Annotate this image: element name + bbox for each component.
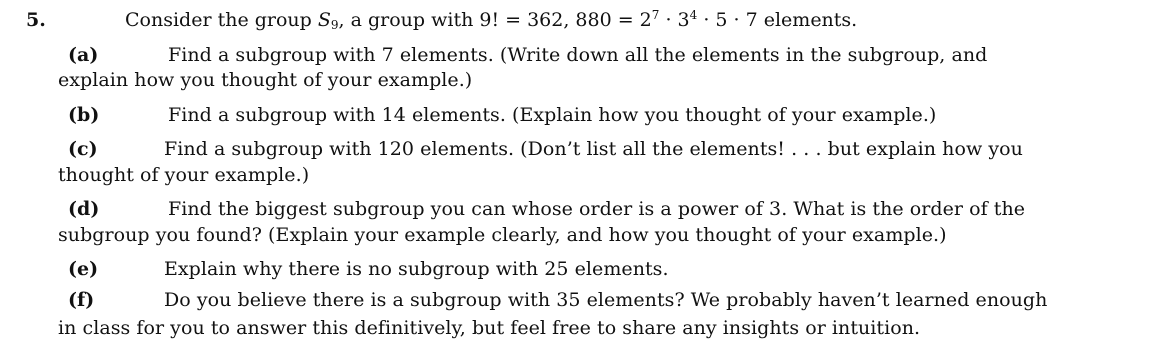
part-e-label: (e) <box>68 258 99 280</box>
part-b-text-1: Find a subgroup with 14 elements. (Explain how you thought of your example.) <box>168 104 937 126</box>
part-a-label: (a) <box>68 44 99 66</box>
part-f-line-2 <box>58 317 920 339</box>
part-b-line-1 <box>68 104 936 126</box>
part-c-text-1: Find a subgroup with 120 elements. (Don’t list all the elements! . . . but explain how you <box>164 138 1023 160</box>
part-d-line-2 <box>58 224 947 246</box>
stem-exponent-1: 7 <box>651 8 660 22</box>
problem-number: 5. <box>26 9 46 31</box>
stem-middle: , a group with 9! = 362, 880 = 2 <box>338 9 652 31</box>
part-e-line-1 <box>68 258 669 280</box>
part-a-line-2 <box>58 69 472 91</box>
problem-stem <box>125 9 857 31</box>
group-symbol <box>318 9 339 31</box>
part-a-text-2: explain how you thought of your example.) <box>58 69 473 91</box>
stem-exponent-2: 4 <box>689 8 698 22</box>
part-a-line-1 <box>68 44 987 66</box>
part-f-text-1: Do you believe there is a subgroup with 35 elements? We probably haven’t learned enough <box>164 289 1048 311</box>
part-c-line-1 <box>68 138 1023 160</box>
part-c-line-2 <box>58 164 309 186</box>
part-e-text-1: Explain why there is no subgroup with 25 elements. <box>164 258 669 280</box>
part-f-text-2: in class for you to answer this definitively, but feel free to share any insights or intuition. <box>58 317 921 339</box>
part-f-line-1 <box>68 289 1047 311</box>
stem-middle-2: · 3 <box>659 9 690 31</box>
part-d-text-1: Find the biggest subgroup you can whose order is a power of 3. What is the order of the <box>168 198 1026 220</box>
part-b-label: (b) <box>68 104 100 126</box>
stem-prefix: Consider the group <box>125 9 318 31</box>
stem-suffix: · 5 · 7 elements. <box>697 9 858 31</box>
group-symbol-letter: S <box>317 9 331 31</box>
part-c-label: (c) <box>68 138 98 160</box>
group-symbol-subscript: 9 <box>330 18 339 32</box>
part-c-text-2: thought of your example.) <box>58 164 310 186</box>
part-d-line-1 <box>68 198 1025 220</box>
part-a-text-1: Find a subgroup with 7 elements. (Write down all the elements in the subgroup, and <box>168 44 988 66</box>
part-d-text-2: subgroup you found? (Explain your example clearly, and how you thought of your example.) <box>58 224 947 246</box>
part-d-label: (d) <box>68 198 100 220</box>
part-f-label: (f) <box>68 289 95 311</box>
